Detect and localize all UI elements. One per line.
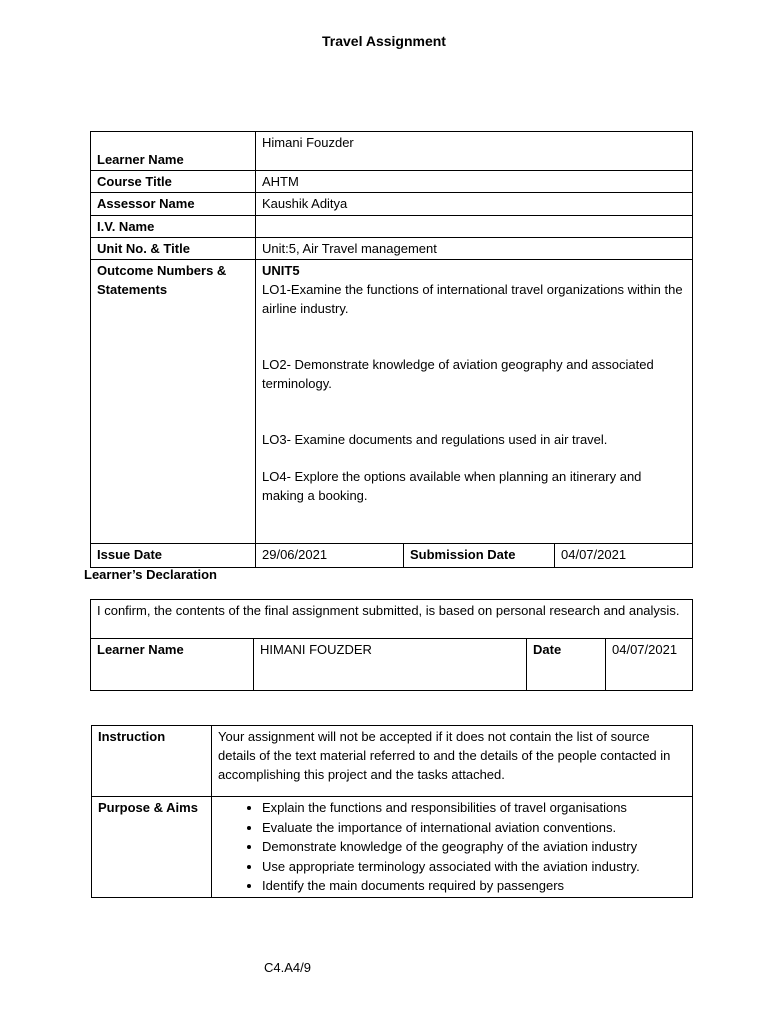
instruction-text: Your assignment will not be accepted if it does not contain the list of source details of the text material referred to and the details of the people contacted in accomplishing this project and the tasks attached. — [212, 726, 693, 797]
outcome-lo3: LO3- Examine documents and regulations used in air travel. — [262, 432, 608, 447]
declaration-learner-label: Learner Name — [91, 639, 254, 691]
submission-date-value: 04/07/2021 — [555, 544, 693, 568]
aim-item: • Evaluate the importance of international aviation conventions. — [262, 818, 686, 838]
outcome-lo1: LO1-Examine the functions of international travel organizations within the airline industry. — [262, 282, 683, 316]
purpose-aims — [212, 797, 693, 898]
assignment-info-table — [90, 131, 693, 568]
issue-date-label: Issue Date — [91, 544, 256, 568]
assessor-name-label: Assessor Name — [91, 193, 256, 216]
assessor-name-value: Kaushik Aditya — [256, 193, 693, 216]
instruction-label: Instruction — [92, 726, 212, 797]
course-title-label: Course Title — [91, 171, 256, 193]
instructions-table — [91, 725, 693, 898]
outcome-lo2: LO2- Demonstrate knowledge of aviation geography and associated terminology. — [262, 357, 654, 391]
aim-item: • Demonstrate knowledge of the geography of the aviation industry — [262, 837, 686, 857]
declaration-table — [90, 599, 693, 691]
aim-item: • Identify the main documents required by passengers — [262, 876, 686, 896]
declaration-learner-value: HIMANI FOUZDER — [254, 639, 527, 691]
iv-name-value — [256, 216, 693, 238]
unit-title-value: Unit:5, Air Travel management — [256, 238, 693, 260]
iv-name-label: I.V. Name — [91, 216, 256, 238]
declaration-date-label: Date — [527, 639, 606, 691]
course-title-value: AHTM — [256, 171, 693, 193]
declaration-heading: Learner’s Declaration — [84, 567, 217, 582]
submission-date-label: Submission Date — [404, 544, 555, 568]
declaration-statement: I confirm, the contents of the final assignment submitted, is based on personal research and analysis. — [91, 600, 693, 639]
learner-name-label: Learner Name — [91, 132, 256, 171]
learner-name-value: Himani Fouzder — [256, 132, 693, 171]
issue-date-value: 29/06/2021 — [256, 544, 404, 568]
footer-code: C4.A4/9 — [264, 960, 311, 975]
purpose-label: Purpose & Aims — [92, 797, 212, 898]
page-title: Travel Assignment — [322, 33, 446, 49]
outcome-statements — [256, 260, 693, 544]
aim-item: • Explain the functions and responsibilities of travel organisations — [262, 798, 686, 818]
unit-title-label: Unit No. & Title — [91, 238, 256, 260]
outcome-heading: UNIT5 — [262, 263, 300, 278]
declaration-date-value: 04/07/2021 — [606, 639, 693, 691]
aim-item: • Use appropriate terminology associated with the aviation industry. — [262, 857, 686, 877]
outcome-label: Outcome Numbers & Statements — [91, 260, 256, 544]
outcome-lo4: LO4- Explore the options available when planning an itinerary and making a booking. — [262, 469, 642, 503]
